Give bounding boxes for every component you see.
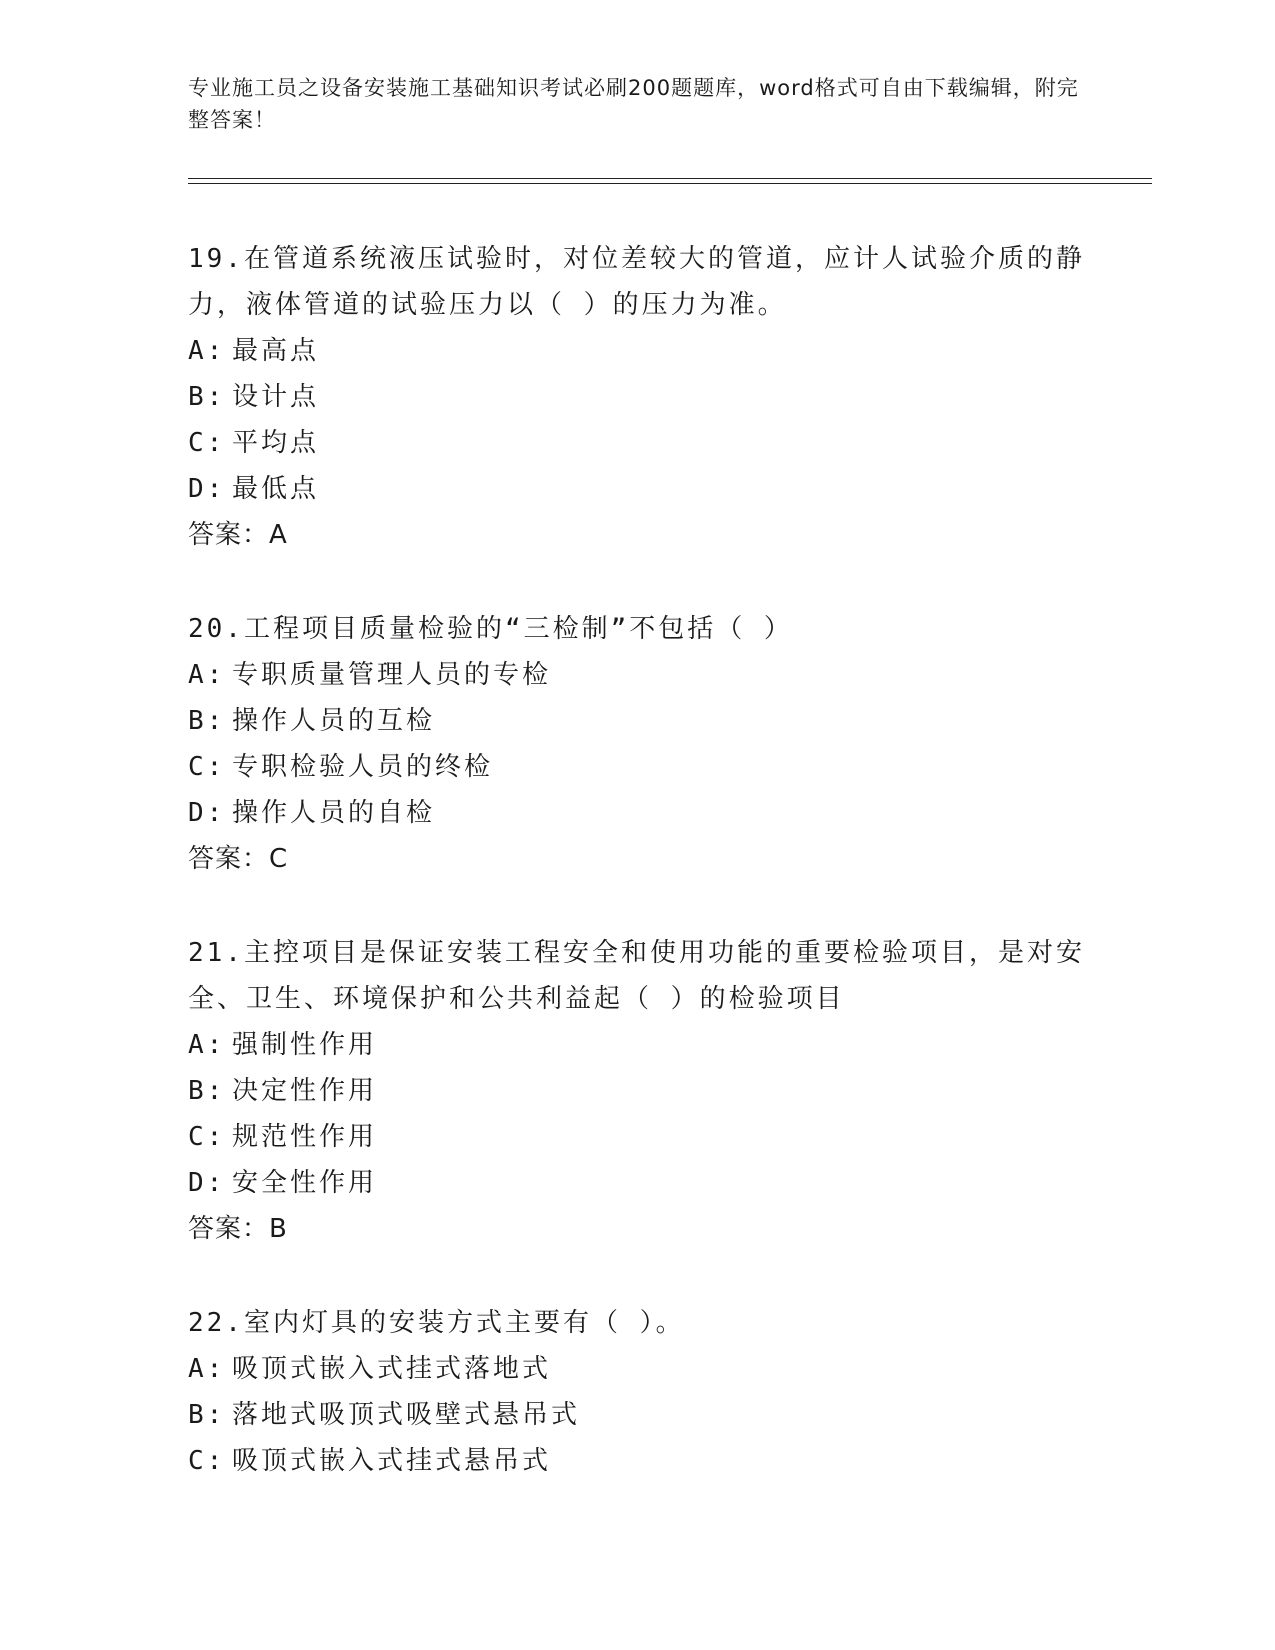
option-label: D:: [188, 798, 226, 828]
option-text: 吸顶式嵌入式挂式悬吊式: [232, 1446, 552, 1476]
option-label: D:: [188, 474, 226, 504]
question-text: 22.室内灯具的安装方式主要有（ ）。: [188, 1308, 685, 1338]
option-label: B:: [188, 1400, 226, 1430]
document-header: [188, 72, 1088, 136]
option-label: C:: [188, 752, 226, 782]
option-label: C:: [188, 1122, 226, 1152]
option-text: 安全性作用: [232, 1168, 378, 1198]
option-text: 专职检验人员的终检: [232, 752, 494, 782]
option-a: [188, 1346, 1088, 1392]
option-c: [188, 744, 1088, 790]
option-label: D:: [188, 1168, 226, 1198]
option-text: 专职质量管理人员的专检: [232, 660, 552, 690]
option-text: 操作人员的互检: [232, 706, 436, 736]
header-title: 专业施工员之设备安装施工基础知识考试必刷200题题库，word格式可自由下载编辑，附完整答案！: [188, 76, 1079, 132]
question-20: [188, 606, 1088, 882]
option-label: A:: [188, 660, 226, 690]
header-divider-bottom: [188, 183, 1152, 184]
answer-line: 答案：B: [188, 1214, 288, 1244]
question-21: [188, 930, 1088, 1252]
option-d: [188, 1160, 1088, 1206]
option-b: [188, 1392, 1088, 1438]
question-19: [188, 236, 1088, 558]
answer-line: 答案：A: [188, 520, 288, 550]
answer-line: 答案：C: [188, 844, 289, 874]
option-text: 决定性作用: [232, 1076, 378, 1106]
question-text: 20.工程项目质量检验的“三检制”不包括（ ）: [188, 614, 793, 644]
option-text: 规范性作用: [232, 1122, 378, 1152]
option-label: B:: [188, 382, 226, 412]
option-text: 落地式吸顶式吸壁式悬吊式: [232, 1400, 581, 1430]
option-label: C:: [188, 1446, 226, 1476]
option-c: [188, 1438, 1088, 1484]
option-a: [188, 652, 1088, 698]
question-list: [188, 236, 1088, 1532]
option-label: A:: [188, 1354, 226, 1384]
option-text: 吸顶式嵌入式挂式落地式: [232, 1354, 552, 1384]
option-label: B:: [188, 706, 226, 736]
header-divider-top: [188, 178, 1152, 179]
option-b: [188, 374, 1088, 420]
option-b: [188, 698, 1088, 744]
option-text: 平均点: [232, 428, 320, 458]
question-text: 19.在管道系统液压试验时，对位差较大的管道，应计人试验介质的静力，液体管道的试验压力以（ ）的压力为准。: [188, 244, 1085, 320]
option-label: A:: [188, 1030, 226, 1060]
question-text: 21.主控项目是保证安装工程安全和使用功能的重要检验项目，是对安全、卫生、环境保护和公共利益起（ ）的检验项目: [188, 938, 1085, 1014]
option-d: [188, 790, 1088, 836]
option-a: [188, 328, 1088, 374]
option-c: [188, 420, 1088, 466]
option-label: A:: [188, 336, 226, 366]
option-a: [188, 1022, 1088, 1068]
question-22: [188, 1300, 1088, 1484]
option-label: B:: [188, 1076, 226, 1106]
option-label: C:: [188, 428, 226, 458]
option-b: [188, 1068, 1088, 1114]
option-text: 最低点: [232, 474, 320, 504]
option-text: 最高点: [232, 336, 320, 366]
option-text: 强制性作用: [232, 1030, 378, 1060]
option-text: 设计点: [232, 382, 320, 412]
option-c: [188, 1114, 1088, 1160]
option-d: [188, 466, 1088, 512]
option-text: 操作人员的自检: [232, 798, 436, 828]
